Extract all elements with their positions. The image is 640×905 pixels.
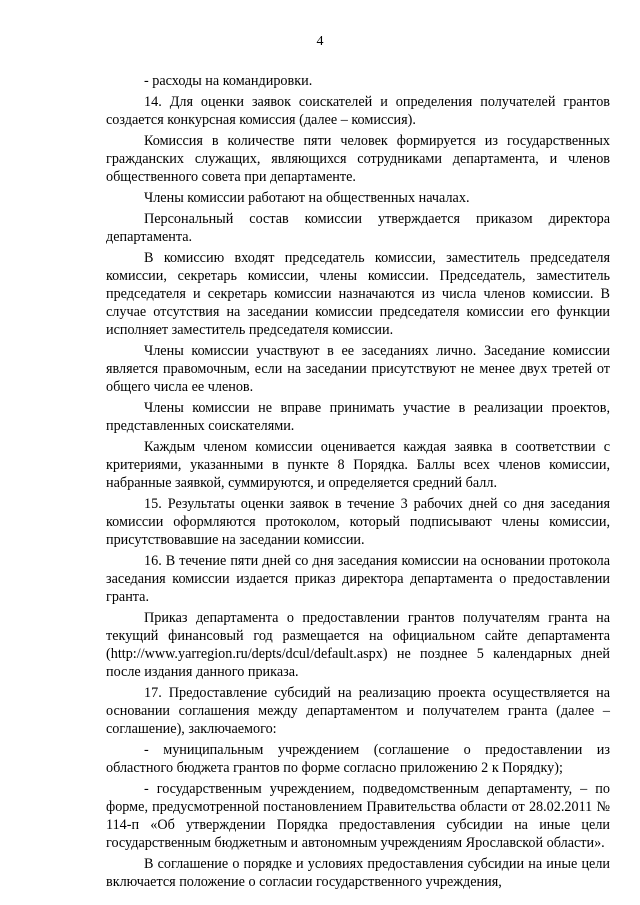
paragraph-personal-composition: Персональный состав комиссии утверждается приказом директора департамента.: [106, 211, 610, 245]
paragraph-15: 15. Результаты оценки заявок в течение 3 рабочих дней со дня заседания комиссии оформляются протоколом, который подписывают члены комиссии, присутствовавшие на заседании комиссии.: [106, 496, 610, 548]
paragraph-agreement-consent: В соглашение о порядке и условиях предоставления субсидии на иные цели включается положение о согласии государственного учреждения,: [106, 856, 610, 890]
paragraph-commission-roles: В комиссию входят председатель комиссии, заместитель председателя комиссии, секретарь комиссии, члены комиссии. Председатель, заместитель председателя и секретарь комиссии назначаются из числа членов комиссии. В случае отсутствия на заседании комиссии председателя комиссии его функции исполняет заместитель председателя комиссии.: [106, 250, 610, 338]
document-body: [106, 72, 610, 894]
paragraph-expense-item: - расходы на командировки.: [144, 73, 313, 89]
paragraph-conflict: Члены комиссии не вправе принимать участие в реализации проектов, представленных соискателями.: [106, 400, 610, 434]
paragraph-order-publication: Приказ департамента о предоставлении грантов получателям гранта на текущий финансовый год размещается на официальном сайте департамента (http://www.yarregion.ru/depts/dcul/default.aspx) не позднее 5 календарных дней после издания данного приказа.: [106, 610, 610, 680]
paragraph-meetings: Члены комиссии участвуют в ее заседаниях лично. Заседание комиссии является правомочным, если на заседании присутствуют не менее двух третей от общего числа ее членов.: [106, 343, 610, 395]
paragraph-17: 17. Предоставление субсидий на реализацию проекта осуществляется на основании соглашения между департаментом и получателем гранта (далее – соглашение), заключаемого:: [106, 685, 610, 737]
paragraph-voluntary-basis: Члены комиссии работают на общественных началах.: [144, 190, 470, 206]
paragraph-16: 16. В течение пяти дней со дня заседания комиссии на основании протокола заседания комиссии издается приказ директора департамента о предоставлении гранта.: [106, 553, 610, 605]
paragraph-commission-composition: Комиссия в количестве пяти человек формируется из государственных гражданских служащих, являющихся сотрудниками департамента, и членов общественного совета при департаменте.: [106, 133, 610, 185]
page-number: 4: [316, 34, 324, 49]
paragraph-14: 14. Для оценки заявок соискателей и определения получателей грантов создается конкурсная комиссия (далее – комиссия).: [106, 94, 610, 128]
paragraph-municipal: - муниципальным учреждением (соглашение о предоставлении из областного бюджета грантов по форме согласно приложению 2 к Порядку);: [106, 742, 610, 776]
paragraph-evaluation: Каждым членом комиссии оценивается каждая заявка в соответствии с критериями, указанными в пункте 8 Порядка. Баллы всех членов комиссии, набранные заявкой, суммируются, и определяется средний балл.: [106, 439, 610, 491]
paragraph-state: - государственным учреждением, подведомственным департаменту, – по форме, предусмотренной постановлением Правительства области от 28.02.2011 № 114-п «Об утверждении Порядка предоставления субсидии на иные цели государственным бюджетным и автономным учреждениям Ярославской области».: [106, 781, 610, 851]
